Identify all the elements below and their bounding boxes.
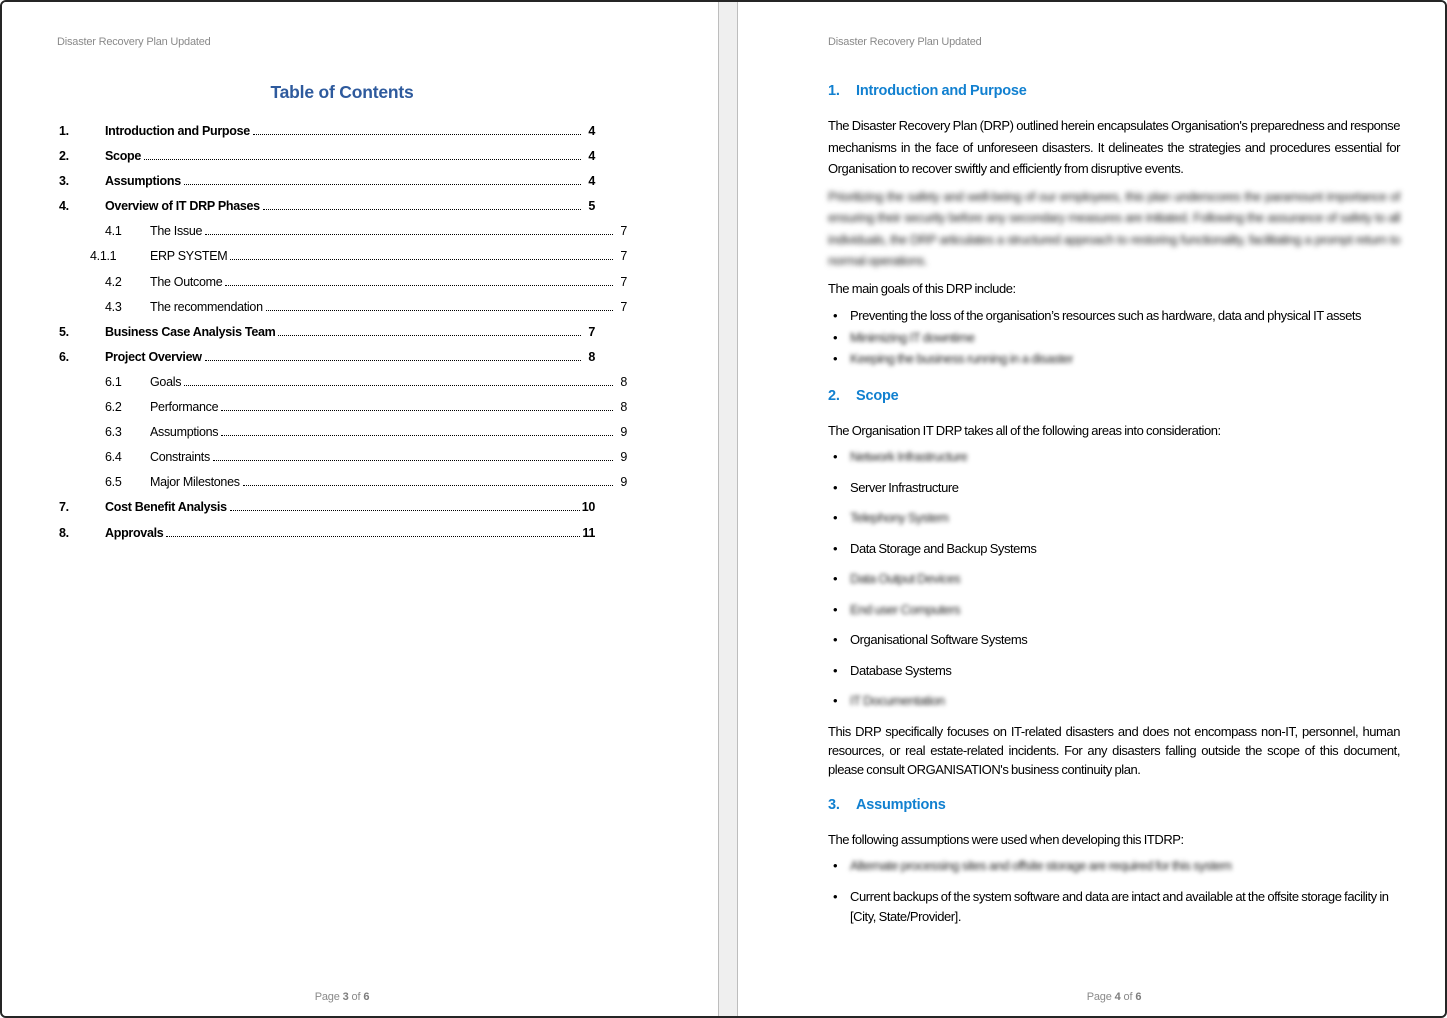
bullet-list [828,447,1400,711]
toc-entry-title: Assumptions [105,174,181,189]
section [828,387,1400,779]
document-body [828,2,1400,937]
toc-entry-title: Performance [150,400,219,415]
toc-entry[interactable] [57,218,627,243]
toc-entry-number: 6.4 [105,450,122,465]
toc-entry-title: Major Milestones [150,475,240,490]
list-item-text-redacted: Keeping the business running in a disaster [850,351,1074,366]
list-item-text: Server Infrastructure [850,479,959,495]
toc-entry-number: 6.3 [105,425,122,440]
page-footer[interactable] [57,991,627,1003]
toc-entry-number: 2. [59,149,69,164]
footer-label-page: Page [314,991,340,1003]
toc-entry-number: 6.2 [105,400,122,415]
toc-entry-page: 4 [588,149,595,164]
toc-entry[interactable] [57,269,627,294]
toc-entry-page: 7 [620,274,627,289]
toc-dot-leader [221,434,613,436]
toc-dot-leader [184,384,613,386]
toc-dot-leader [166,535,580,537]
footer-page-total: 6 [1135,991,1142,1003]
toc-entry-page: 9 [620,475,627,490]
toc-entry-page: 7 [620,299,627,314]
toc-entry[interactable] [57,444,627,469]
toc-entry-title: The recommendation [150,299,263,314]
toc-entry-number: 4.3 [105,299,122,314]
page-footer[interactable] [828,991,1400,1003]
toc-entry[interactable] [57,294,627,319]
toc-dot-leader [205,233,613,235]
toc-dot-leader [213,459,613,461]
toc-entry-page: 8 [588,349,595,364]
list-item-text: Organisational Software Systems [850,632,1028,647]
list-item-text: Data Storage and Backup Systems [850,540,1037,556]
list-item[interactable] [850,478,1400,498]
list-item[interactable] [850,887,1400,927]
list-item[interactable] [850,661,1400,681]
toc-entry-title: Overview of IT DRP Phases [105,199,260,214]
toc-entry-number: 4. [59,199,69,214]
page-3 [2,2,719,1016]
list-item-text-redacted: Alternate processing sites and offsite storage are required for this system [850,858,1232,873]
toc-entry[interactable] [57,394,627,419]
list-item-text-redacted: End user Computers [850,601,961,617]
footer-page-number: 3 [342,991,349,1003]
list-item-text-redacted: Data Output Devices [850,571,961,586]
toc-entry-number: 4.1 [105,224,122,239]
toc-dot-leader [205,359,581,361]
toc-entry[interactable] [57,369,627,394]
toc-entry-number: 6.1 [105,374,122,389]
toc-entry-title: The Outcome [150,274,223,289]
toc-entry[interactable] [57,469,627,494]
section-number: 3. [828,796,840,813]
toc-entry[interactable] [57,143,627,168]
toc-entry-page: 8 [620,400,627,415]
paragraph[interactable]: The following assumptions were used when developing this ITDRP: [828,831,1184,847]
toc-entry-page: 7 [620,249,627,264]
toc-entry-title: Cost Benefit Analysis [105,500,227,515]
toc-entry-number: 6. [59,349,69,364]
section [828,82,1400,370]
toc-entry-title: ERP SYSTEM [150,249,228,264]
toc-entry[interactable] [57,168,627,193]
list-item-text-redacted: Telephony System [850,510,949,525]
toc-entry-title: The Issue [150,224,203,239]
footer-label-of: of [1123,991,1133,1003]
section-heading[interactable] [828,82,1400,100]
bullet-list [828,856,1400,927]
list-item-text-redacted: Network Infrastructure [850,449,968,464]
toc-entry-title: Introduction and Purpose [105,124,250,138]
list-item[interactable] [850,691,1400,711]
toc-entry-number: 4.1.1 [90,249,117,264]
toc-dot-leader [263,208,581,210]
toc-entry-page: 7 [588,324,595,339]
footer-label-page: Page [1086,991,1112,1003]
toc-entry-number: 6.5 [105,475,122,490]
section-title: Scope [856,387,899,404]
toc-entry-title: Approvals [105,525,164,540]
list-item[interactable] [850,348,1400,370]
paragraph[interactable]: This DRP specifically focuses on IT-related disasters and does not encompass non-IT, personnel, human resources, or real estate-related incidents. For any disasters falling outside the scope of this document, please consult ORGANISATION's business continuity plan. [828,723,1400,777]
section-heading[interactable] [828,796,1400,814]
section-heading[interactable] [828,387,1400,405]
toc-dot-leader [230,258,613,260]
toc-dot-leader [144,158,581,160]
toc-entry-number: 5. [59,324,69,339]
toc-entry-page: 4 [588,174,595,189]
paragraph[interactable]: The Disaster Recovery Plan (DRP) outlined herein encapsulates Organisation's preparedness and response mechanisms in the face of unforeseen disasters. It delineates the strategies and procedures essential for Organisation to recover swiftly and efficiently from disruptive events. [828,118,1400,176]
list-item[interactable] [850,600,1400,620]
toc-entry[interactable] [57,494,627,519]
toc-dot-leader [225,284,613,286]
toc-entry-number: 4.2 [105,274,122,289]
toc-list [57,118,627,545]
toc-entry-number: 1. [59,124,69,138]
toc-dot-leader [184,183,581,185]
list-item-text: Database Systems [850,662,952,678]
toc-dot-leader [243,484,613,486]
footer-page-total: 6 [363,991,370,1003]
toc-entry-title: Constraints [150,450,210,465]
footer-label-of: of [351,991,361,1003]
toc-entry-page: 9 [620,425,627,440]
toc-entry[interactable] [57,243,627,268]
toc-entry[interactable] [57,118,627,143]
toc-entry-page: 4 [588,124,595,138]
list-item-text-redacted: Minimizing IT downtime [850,329,975,345]
bullet-list [828,305,1400,370]
list-item[interactable] [850,447,1400,467]
section-title: Assumptions [856,796,946,813]
section [828,796,1400,927]
toc-entry-number: 7. [59,500,69,515]
list-item[interactable] [850,569,1400,589]
toc-entry-title: Business Case Analysis Team [105,324,276,339]
section-number: 1. [828,83,840,99]
page-header[interactable]: Disaster Recovery Plan Updated [57,36,211,48]
list-item-text: Current backups of the system software and data are intact and available at the offsite storage facility in [City, State/Provider]. [850,888,1389,924]
page-4 [737,2,1445,1016]
toc-entry-page: 10 [581,500,595,515]
toc-entry[interactable] [57,520,627,545]
toc-dot-leader [230,509,580,511]
toc-entry-title: Project Overview [105,349,202,364]
toc-entry-page: 9 [620,450,627,465]
toc-entry[interactable] [57,419,627,444]
list-item[interactable] [850,508,1400,528]
page-header[interactable]: Disaster Recovery Plan Updated [828,36,982,48]
toc-dot-leader [253,133,581,135]
toc-entry[interactable] [57,193,627,218]
paragraph[interactable]: The main goals of this DRP include: [828,280,1016,296]
toc-entry-page: 5 [588,199,595,214]
list-item[interactable] [850,327,1400,349]
toc-entry-number: 3. [59,174,69,189]
toc-dot-leader [266,309,613,311]
toc-entry-title: Goals [150,374,182,389]
section-number: 2. [828,387,840,404]
list-item[interactable] [850,856,1400,876]
toc-entry-page: 7 [620,224,627,239]
paragraph-redacted[interactable]: Prioritizing the safety and well-being of our employees, this plan underscores the paramount importance of ensuring their security before any secondary measures are initiated. Following the assurance of safety to all individuals, the DRP articulates a structured approach to restoring functionality, facilitating a prompt return to normal operations. [828,188,1400,268]
toc-dot-leader [221,409,613,411]
toc-entry-page: 11 [582,525,595,540]
toc-entry-page: 8 [620,374,627,389]
list-item-text-redacted: IT Documentation [850,693,945,708]
toc-entry-title: Scope [105,149,142,164]
toc-entry[interactable] [57,319,627,344]
footer-page-number: 4 [1114,991,1121,1003]
toc-title[interactable]: Table of Contents [270,82,414,102]
paragraph[interactable]: The Organisation IT DRP takes all of the following areas into consideration: [828,422,1221,438]
toc-entry[interactable] [57,344,627,369]
toc-entry-number: 8. [59,525,69,540]
list-item[interactable] [850,630,1400,650]
list-item[interactable] [850,305,1400,327]
list-item[interactable] [850,539,1400,559]
list-item-text: Preventing the loss of the organisation’s resources such as hardware, data and physical IT assets [850,308,1362,323]
toc-entry-title: Assumptions [150,425,219,440]
section-title: Introduction and Purpose [856,83,1027,99]
toc-dot-leader [278,334,581,336]
